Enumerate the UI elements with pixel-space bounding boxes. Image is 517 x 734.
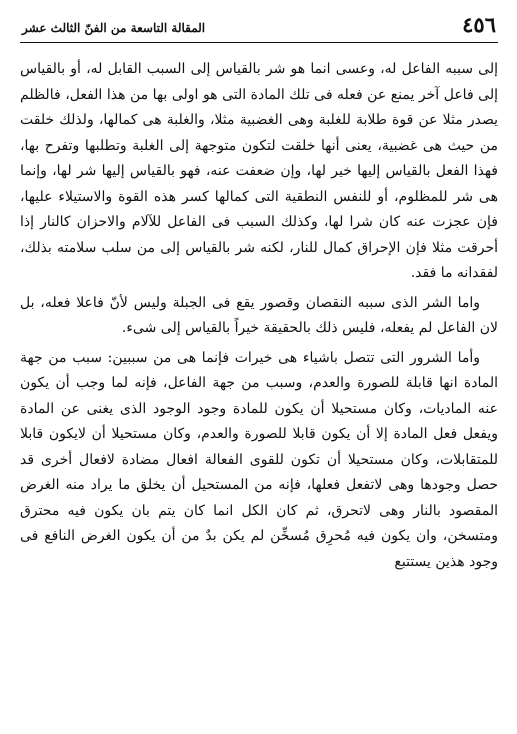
book-page bbox=[20, 12, 498, 575]
running-title: المقالة التاسعة من الفنّ الثالث عشر bbox=[22, 21, 206, 35]
paragraph: إلى سببه الفاعل له، وعسى انما هو شر بالقياس إلى السبب القابل له، أو بالقياس إلى فاعل آخر يمنع عن فعله فى تلك المادة التى هو اولى بها من هذا الفعل، فالظلم يصدر مثلا عن قوة طلابة للغلبة وهى الغضبية مثلا، والغلبة هى كمالها، ولذلك خلقت من حيث هى غضبية، يعنى أنها خلقت لتكون متوجهة إلى الغلبة وتطلبها وتفرح بها، فهذا الفعل بالقياس إليها خير لها، وإن ضعفت عنه، فهو بالقياس إليها شر لها، وإنما هى شر للمظلوم، أو للنفس النطقية التى كمالها كسر هذه القوة والاستيلاء عليها، فإن عجزت عنه كان شرا لها، وكذلك السبب فى الفاعل للآلام والاحزان كالنار إذا أحرقت مثلا فإن الإحراق كمال للنار، لكنه شر بالقياس إلى من سلب سلامته بذلك، لفقدانه ما فقد. bbox=[20, 61, 498, 281]
paragraph: واما الشر الذى سببه النقصان وقصور يقع فى الجبلة وليس لأنّ فاعلا فعله، بل لان الفاعل لم يفعله، فليس ذلك بالحقيقة خيراً بالقياس إلى شىء. bbox=[20, 294, 498, 336]
page-header bbox=[20, 12, 498, 40]
page-body bbox=[20, 57, 498, 575]
paragraph: وأما الشرور التى تتصل باشياء هى خيرات فإنما هى من سببين: سبب من جهة المادة انها قابلة للصورة والعدم، وسبب من جهة الفاعل، فإنه لما وجب أن يكون عنه الماديات، وكان مستحيلا أن يكون للمادة وجود الوجود الذى يغنى عن المادة ويفعل فعل المادة إلا أن يكون قابلا للصورة والعدم، وكان مستحيلا أن لايكون قابلا للمتقابلات، وكان مستحيلا أن تكون للقوى الفعالة افعال مضادة لافعال أخرى قد حصل وجودها وهى لاتفعل فعلها، فإنه من المستحيل أن يخلق ما يراد منه الغرض المقصود بالنار وهى لاتحرق، ثم كان الكل انما كان يتم بان يكون فيه محترق ومتسخن، وان يكون فيه مُحرِق مُسخِّن لم يكن بدٌ من أن يكون الغرض النافع فى وجود هذين يستتبع bbox=[20, 349, 498, 570]
page-number: ٤٥٦ bbox=[462, 12, 496, 37]
header-rule bbox=[20, 42, 498, 43]
